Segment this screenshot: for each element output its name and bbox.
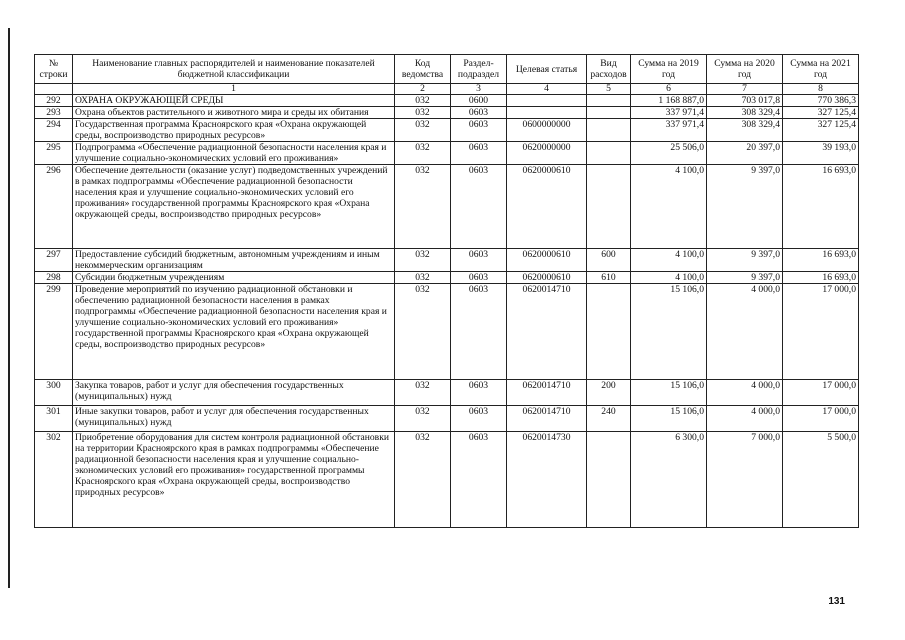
expense-type	[587, 165, 631, 249]
sum-2020: 4 000,0	[707, 284, 783, 380]
expense-type	[587, 119, 631, 142]
target-article: 0620014710	[507, 406, 587, 432]
sum-2019: 4 100,0	[631, 249, 707, 272]
header-target-article: Целевая статья	[507, 55, 587, 84]
column-number: 2	[395, 84, 451, 95]
page-number: 131	[828, 596, 845, 607]
column-number: 4	[507, 84, 587, 95]
target-article: 0620014730	[507, 432, 587, 528]
header-sum-2021: Сумма на 2021 год	[783, 55, 859, 84]
header-name: Наименование главных распорядителей и наименование показателей бюджетной классификации	[73, 55, 395, 84]
row-name: Подпрограмма «Обеспечение радиационной безопасности населения края и улучшение социально-экономических условий его проживания»	[73, 142, 395, 165]
sum-2019: 4 100,0	[631, 272, 707, 284]
sum-2019: 15 106,0	[631, 406, 707, 432]
expense-type: 600	[587, 249, 631, 272]
department-code: 032	[395, 107, 451, 119]
sum-2021: 770 386,3	[783, 95, 859, 107]
sum-2021: 327 125,4	[783, 107, 859, 119]
target-article: 0620000610	[507, 249, 587, 272]
expense-type: 610	[587, 272, 631, 284]
department-code: 032	[395, 165, 451, 249]
department-code: 032	[395, 432, 451, 528]
header-sum-2019: Сумма на 2019 год	[631, 55, 707, 84]
section-code: 0603	[451, 272, 507, 284]
table-row	[35, 142, 859, 165]
table-row	[35, 272, 859, 284]
table-row	[35, 95, 859, 107]
header-section: Раздел-подраздел	[451, 55, 507, 84]
table-row	[35, 165, 859, 249]
row-number: 302	[35, 432, 73, 528]
department-code: 032	[395, 380, 451, 406]
header-row-number: № строки	[35, 55, 73, 84]
row-number: 295	[35, 142, 73, 165]
sum-2019: 337 971,4	[631, 119, 707, 142]
sum-2020: 9 397,0	[707, 249, 783, 272]
table-row	[35, 284, 859, 380]
department-code: 032	[395, 142, 451, 165]
expense-type	[587, 95, 631, 107]
column-number: 8	[783, 84, 859, 95]
sum-2020: 4 000,0	[707, 380, 783, 406]
row-number: 296	[35, 165, 73, 249]
sum-2020: 703 017,8	[707, 95, 783, 107]
sum-2020: 308 329,4	[707, 119, 783, 142]
table-row	[35, 406, 859, 432]
row-name: Государственная программа Красноярского края «Охрана окружающей среды, воспроизводство природных ресурсов»	[73, 119, 395, 142]
column-number: 6	[631, 84, 707, 95]
department-code: 032	[395, 284, 451, 380]
row-name: Иные закупки товаров, работ и услуг для обеспечения государственных (муниципальных) нужд	[73, 406, 395, 432]
sum-2020: 9 397,0	[707, 165, 783, 249]
row-name: Предоставление субсидий бюджетным, автономным учреждениям и иным некоммерческим организациям	[73, 249, 395, 272]
section-code: 0603	[451, 142, 507, 165]
row-number: 301	[35, 406, 73, 432]
sum-2019: 337 971,4	[631, 107, 707, 119]
expense-type: 200	[587, 380, 631, 406]
row-number: 298	[35, 272, 73, 284]
expense-type	[587, 142, 631, 165]
table-row	[35, 380, 859, 406]
table-row	[35, 119, 859, 142]
table-row	[35, 432, 859, 528]
header-row	[35, 55, 859, 84]
row-number: 293	[35, 107, 73, 119]
page-margin-line	[8, 28, 10, 588]
row-number: 294	[35, 119, 73, 142]
column-number: 7	[707, 84, 783, 95]
department-code: 032	[395, 272, 451, 284]
section-code: 0600	[451, 95, 507, 107]
target-article: 0620014710	[507, 284, 587, 380]
sum-2021: 5 500,0	[783, 432, 859, 528]
department-code: 032	[395, 119, 451, 142]
department-code: 032	[395, 95, 451, 107]
column-number-row	[35, 84, 859, 95]
row-name: Приобретение оборудования для систем контроля радиационной обстановки на территории Красноярского края в рамках подпрограммы «Обеспечение радиационной безопасности населения края и улучшение социально-экономических условий его проживания» государственной программы Красноярского края «Охрана окружающей среды, воспроизводство природных ресурсов»	[73, 432, 395, 528]
sum-2021: 16 693,0	[783, 165, 859, 249]
row-name: Обеспечение деятельности (оказание услуг) подведомственных учреждений в рамках подпрограммы «Обеспечение радиационной безопасности населения края и улучшение социально-экономических условий его проживания» государственной программы Красноярского края «Охрана окружающей среды, воспроизводство природных ресурсов»	[73, 165, 395, 249]
sum-2020: 20 397,0	[707, 142, 783, 165]
row-number: 300	[35, 380, 73, 406]
column-number: 5	[587, 84, 631, 95]
sum-2019: 15 106,0	[631, 380, 707, 406]
department-code: 032	[395, 249, 451, 272]
row-name: Охрана объектов растительного и животного мира и среды их обитания	[73, 107, 395, 119]
department-code: 032	[395, 406, 451, 432]
table-row	[35, 107, 859, 119]
sum-2019: 6 300,0	[631, 432, 707, 528]
sum-2019: 4 100,0	[631, 165, 707, 249]
sum-2021: 16 693,0	[783, 249, 859, 272]
row-name: Проведение мероприятий по изучению радиационной обстановки и обеспечению радиационной безопасности населения в рамках подпрограммы «Обеспечение радиационной безопасности населения края и улучшение социально-экономических условий его проживания» государственной программы Красноярского края «Охрана окружающей среды, воспроизводство природных ресурсов»	[73, 284, 395, 380]
expense-type: 240	[587, 406, 631, 432]
target-article	[507, 107, 587, 119]
row-name: ОХРАНА ОКРУЖАЮЩЕЙ СРЕДЫ	[73, 95, 395, 107]
target-article: 0620000000	[507, 142, 587, 165]
row-name: Субсидии бюджетным учреждениям	[73, 272, 395, 284]
sum-2019: 1 168 887,0	[631, 95, 707, 107]
expense-type	[587, 284, 631, 380]
section-code: 0603	[451, 284, 507, 380]
sum-2020: 9 397,0	[707, 272, 783, 284]
section-code: 0603	[451, 249, 507, 272]
section-code: 0603	[451, 107, 507, 119]
sum-2020: 308 329,4	[707, 107, 783, 119]
sum-2020: 4 000,0	[707, 406, 783, 432]
expense-type	[587, 432, 631, 528]
header-expense-type: Вид расходов	[587, 55, 631, 84]
budget-table	[34, 54, 859, 528]
header-sum-2020: Сумма на 2020 год	[707, 55, 783, 84]
row-number: 292	[35, 95, 73, 107]
header-department-code: Код ведомства	[395, 55, 451, 84]
row-name: Закупка товаров, работ и услуг для обеспечения государственных (муниципальных) нужд	[73, 380, 395, 406]
row-number: 299	[35, 284, 73, 380]
column-number: 3	[451, 84, 507, 95]
target-article: 0600000000	[507, 119, 587, 142]
sum-2021: 17 000,0	[783, 380, 859, 406]
sum-2019: 25 506,0	[631, 142, 707, 165]
target-article	[507, 95, 587, 107]
column-number: 1	[73, 84, 395, 95]
row-number: 297	[35, 249, 73, 272]
target-article: 0620014710	[507, 380, 587, 406]
section-code: 0603	[451, 406, 507, 432]
table-row	[35, 249, 859, 272]
target-article: 0620000610	[507, 272, 587, 284]
section-code: 0603	[451, 380, 507, 406]
sum-2020: 7 000,0	[707, 432, 783, 528]
section-code: 0603	[451, 119, 507, 142]
sum-2021: 17 000,0	[783, 284, 859, 380]
sum-2021: 16 693,0	[783, 272, 859, 284]
section-code: 0603	[451, 432, 507, 528]
expense-type	[587, 107, 631, 119]
sum-2021: 327 125,4	[783, 119, 859, 142]
section-code: 0603	[451, 165, 507, 249]
sum-2021: 39 193,0	[783, 142, 859, 165]
target-article: 0620000610	[507, 165, 587, 249]
sum-2019: 15 106,0	[631, 284, 707, 380]
sum-2021: 17 000,0	[783, 406, 859, 432]
column-number	[35, 84, 73, 95]
